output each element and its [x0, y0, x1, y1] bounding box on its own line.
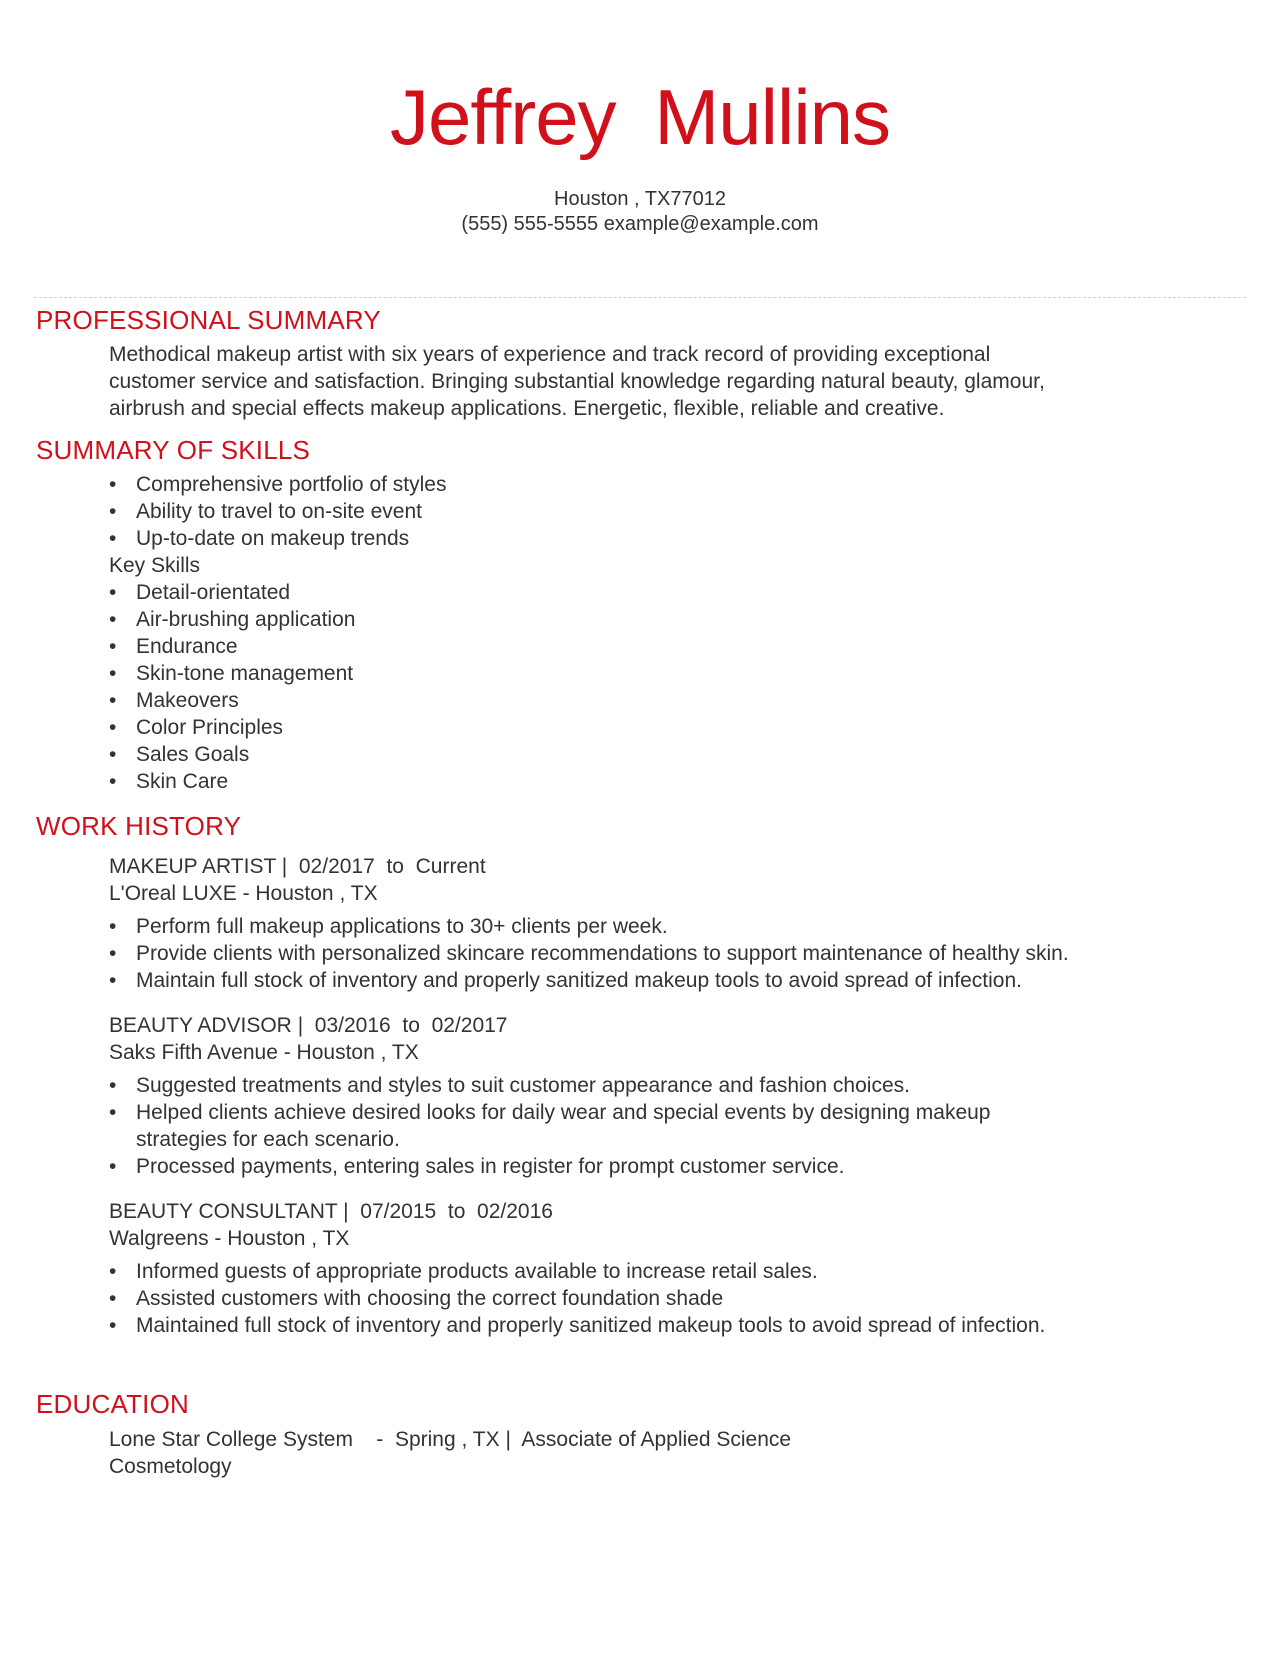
skills-block [109, 471, 1189, 795]
job-company: L'Oreal LUXE - Houston , TX [109, 882, 378, 905]
education-field: Cosmetology [109, 1455, 232, 1478]
skills-list [109, 471, 1189, 552]
list-item: • Helped clients achieve desired looks for daily wear and special events by designing makeup strategies for each scenario. [109, 1099, 1036, 1153]
key-skills-list [109, 579, 1189, 795]
section-title-education: EDUCATION [36, 1389, 189, 1419]
header-divider [34, 297, 1246, 298]
list-item: • Ability to travel to on-site event [109, 498, 1189, 525]
list-item: • Endurance [109, 633, 1189, 660]
section-title-skills: SUMMARY OF SKILLS [36, 435, 311, 465]
job-bullets [109, 1258, 1189, 1339]
work-block [109, 853, 1189, 1339]
summary-line: customer service and satisfaction. Bringing substantial knowledge regarding natural beauty, glamour, [109, 370, 1045, 393]
list-item: • Skin Care [109, 768, 1189, 795]
job-dates: | 07/2015 to 02/2016 [343, 1200, 553, 1223]
job-title-line [109, 1198, 1189, 1225]
contact-location: Houston , TX77012 [554, 188, 726, 210]
job-title-line [109, 853, 1189, 880]
list-item: • Makeovers [109, 687, 1189, 714]
list-item: • Informed guests of appropriate products available to increase retail sales. [109, 1258, 1189, 1285]
job-dates: | 02/2017 to Current [281, 855, 486, 878]
list-item: • Suggested treatments and styles to suit customer appearance and fashion choices. [109, 1072, 1189, 1099]
list-item: • Up-to-date on makeup trends [109, 525, 1189, 552]
list-item: • Processed payments, entering sales in register for prompt customer service. [109, 1153, 1189, 1180]
list-item: • Air-brushing application [109, 606, 1189, 633]
list-item: • Sales Goals [109, 741, 1189, 768]
key-skills-label: Key Skills [109, 554, 201, 577]
summary-line: airbrush and special effects makeup applications. Energetic, flexible, reliable and creative. [109, 397, 945, 420]
job-dates: | 03/2016 to 02/2017 [297, 1014, 508, 1037]
summary-line: Methodical makeup artist with six years of experience and track record of providing exceptional [109, 343, 991, 366]
summary-block [109, 341, 1189, 422]
list-item: • Maintain full stock of inventory and properly sanitized makeup tools to avoid spread of infection. [109, 967, 1189, 994]
job-bullets [109, 913, 1189, 994]
job-company: Saks Fifth Avenue - Houston , TX [109, 1041, 419, 1064]
section-title-summary: PROFESSIONAL SUMMARY [36, 305, 381, 335]
education-school-line: Lone Star College System - Spring , TX | Associate of Applied Science [109, 1428, 792, 1451]
candidate-name: Jeffrey Mullins [389, 73, 891, 161]
education-block [109, 1426, 1189, 1480]
list-item: • Skin-tone management [109, 660, 1189, 687]
contact-phone-email: (555) 555-5555 example@example.com [461, 213, 819, 235]
job-title-line [109, 1012, 1189, 1039]
list-item: • Color Principles [109, 714, 1189, 741]
list-item: • Comprehensive portfolio of styles [109, 471, 1189, 498]
list-item: • Provide clients with personalized skincare recommendations to support maintenance of healthy skin. [109, 940, 1076, 967]
list-item: • Detail-orientated [109, 579, 1189, 606]
job-title: BEAUTY CONSULTANT [109, 1200, 338, 1223]
list-item: • Maintained full stock of inventory and properly sanitized makeup tools to avoid spread of infection. [109, 1312, 1189, 1339]
job-bullets [109, 1072, 1189, 1180]
job-title: MAKEUP ARTIST [109, 855, 276, 878]
list-item: • Assisted customers with choosing the correct foundation shade [109, 1285, 1189, 1312]
section-title-work: WORK HISTORY [36, 811, 242, 841]
job-title: BEAUTY ADVISOR [109, 1014, 292, 1037]
list-item: • Perform full makeup applications to 30+ clients per week. [109, 913, 1189, 940]
job-company: Walgreens - Houston , TX [109, 1227, 350, 1250]
